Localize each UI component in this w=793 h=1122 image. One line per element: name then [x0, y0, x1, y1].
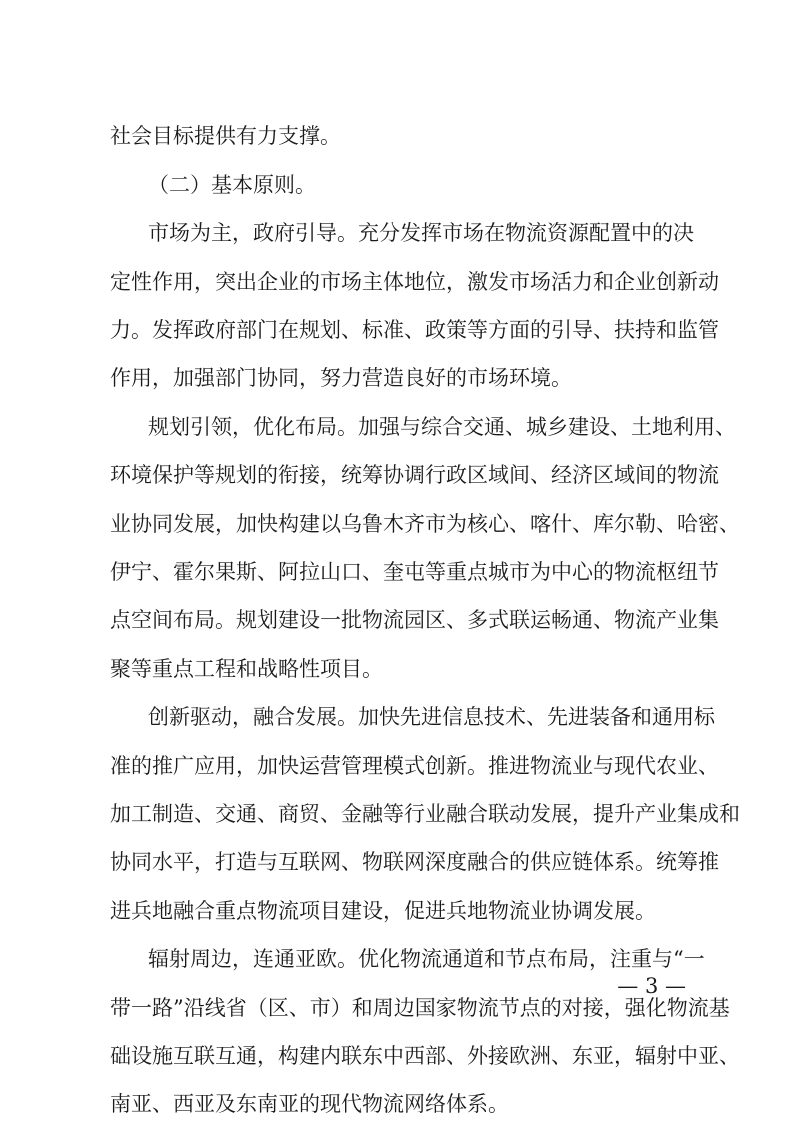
text-line: 南亚、西亚及东南亚的现代物流网络体系。: [110, 1092, 509, 1116]
text-line: 作用，加强部门协同，努力营造良好的市场环境。: [110, 366, 572, 390]
text-line: 定性作用，突出企业的市场主体地位，激发市场活力和企业创新动: [110, 270, 719, 294]
text-line: 准的推广应用，加快运营管理模式创新。推进物流业与现代农业、: [110, 754, 719, 778]
text-line: 市场为主，政府引导。充分发挥市场在物流资源配置中的决: [148, 221, 694, 245]
text-line: 伊宁、霍尔果斯、阿拉山口、奎屯等重点城市为中心的物流枢纽节: [110, 560, 719, 584]
text-line: 业协同发展，加快构建以乌鲁木齐市为核心、喀什、库尔勒、哈密、: [110, 512, 740, 536]
text-line: 环境保护等规划的衔接，统筹协调行政区域间、经济区域间的物流: [110, 463, 719, 487]
text-line: 加工制造、交通、商贸、金融等行业融合联动发展，提升产业集成和: [110, 802, 740, 826]
page-number: — 3 —: [617, 974, 686, 998]
section-heading: （二）基本原则。: [148, 173, 316, 197]
text-line: 规划引领，优化布局。加强与综合交通、城乡建设、土地利用、: [148, 415, 736, 439]
text-line: 创新驱动，融合发展。加快先进信息技术、先进装备和通用标: [148, 705, 715, 729]
text-line: 力。发挥政府部门在规划、标准、政策等方面的引导、扶持和监管: [110, 318, 719, 342]
text-line: 础设施互联互通，构建内联东中西部、外接欧洲、东亚，辐射中亚、: [110, 1044, 740, 1068]
text-line: 社会目标提供有力支撑。: [110, 124, 341, 148]
text-line: 聚等重点工程和战略性项目。: [110, 657, 383, 681]
text-line: 协同水平，打造与互联网、物联网深度融合的供应链体系。统筹推: [110, 850, 719, 874]
text-line: 带一路”沿线省（区、市）和周边国家物流节点的对接，强化物流基: [110, 996, 730, 1020]
text-line: 点空间布局。规划建设一批物流园区、多式联运畅通、物流产业集: [110, 608, 719, 632]
text-line: 辐射周边，连通亚欧。优化物流通道和节点布局，注重与“一: [148, 947, 705, 971]
text-line: 进兵地融合重点物流项目建设，促进兵地物流业协调发展。: [110, 899, 656, 923]
